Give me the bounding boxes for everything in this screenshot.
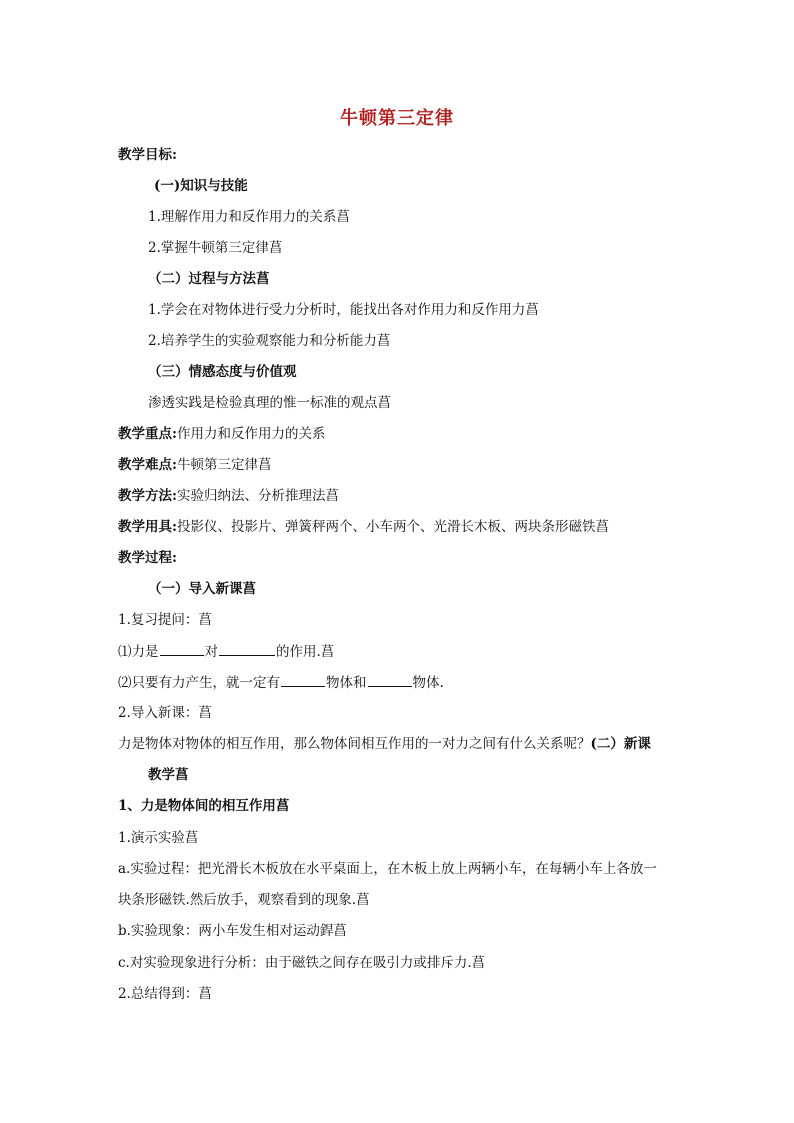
fill-blank [368, 672, 412, 687]
new-lesson-label: 2.导入新课：菖 [118, 705, 212, 721]
key-point-line [118, 424, 325, 444]
difficulty-label: 教学难点: [118, 457, 177, 473]
section-attitude-heading: （三）情感态度与价值观 [148, 364, 297, 380]
review-question: 1.复习提问：菖 [118, 612, 212, 628]
question-2 [118, 672, 444, 693]
question-2-part-a: ⑵只要有力产生，就一定有 [118, 675, 280, 691]
process-item-2: 2.培养学生的实验观察能力和分析能力菖 [148, 333, 391, 349]
question-2-part-c: 物体. [412, 675, 444, 691]
fill-blank [160, 641, 204, 656]
intro-paragraph-line-1 [118, 734, 651, 754]
intro-paragraph-line-2: 教学菖 [148, 767, 189, 783]
difficulty-line [118, 455, 271, 475]
method-label: 教学方法: [118, 488, 177, 504]
question-1 [118, 641, 334, 662]
new-lesson-heading: (二）新课 [590, 736, 651, 752]
question-1-part-a: ⑴力是 [118, 644, 159, 660]
document-title: 牛顿第三定律 [340, 108, 454, 129]
experiment-analysis: c.对实验现象进行分析：由于磁铁之间存在吸引力或排斥力.菖 [118, 955, 486, 971]
method-line [118, 486, 339, 506]
point-1-heading: 1、力是物体间的相互作用菖 [118, 798, 290, 814]
attitude-item-1: 渗透实践是检验真理的惟一标准的观点菖 [148, 395, 391, 411]
key-point-label: 教学重点: [118, 426, 177, 442]
demo-experiment: 1.演示实验菖 [118, 830, 199, 846]
process-heading: 教学过程: [118, 550, 177, 566]
experiment-phenomenon: b.实验现象：两小车发生相对运动銲菖 [118, 923, 347, 939]
question-1-part-b: 对 [204, 644, 218, 660]
summary-label: 2.总结得到：菖 [118, 986, 212, 1002]
process-item-1: 1.学会在对物体进行受力分析时，能找出各对作用力和反作用力菖 [148, 302, 539, 318]
difficulty-text: 牛顿第三定律菖 [176, 457, 272, 473]
method-text: 实验归纳法、分析推理法菖 [176, 488, 339, 504]
fill-blank [281, 672, 325, 687]
tools-label: 教学用具: [118, 519, 177, 535]
experiment-process-line-2: 块条形磁铁.然后放手，观察看到的现象.菖 [118, 892, 370, 908]
tools-text: 投影仪、投影片、弹簧秤两个、小车两个、光滑长木板、两块条形磁铁菖 [176, 519, 609, 535]
intro-paragraph-text: 力是物体对物体的相互作用，那么物体间相互作用的一对力之间有什么关系呢？ [118, 736, 591, 752]
knowledge-item-1: 1.理解作用力和反作用力的关系菖 [148, 209, 350, 225]
intro-heading: （一）导入新课菖 [148, 581, 256, 597]
tools-line [118, 517, 609, 537]
section-knowledge-heading: (一)知识与技能 [154, 178, 248, 194]
key-point-text: 作用力和反作用力的关系 [176, 426, 326, 442]
question-2-part-b: 物体和 [326, 675, 367, 691]
objectives-heading: 教学目标: [118, 147, 177, 163]
knowledge-item-2: 2.掌握牛顿第三定律菖 [148, 240, 283, 256]
question-1-part-c: 的作用.菖 [276, 644, 335, 660]
fill-blank [219, 641, 275, 656]
experiment-process-line-1: a.实验过程：把光滑长木板放在水平桌面上，在木板上放上两辆小车，在每辆小车上各放一 [118, 861, 657, 877]
section-process-heading: （二）过程与方法菖 [148, 271, 270, 287]
